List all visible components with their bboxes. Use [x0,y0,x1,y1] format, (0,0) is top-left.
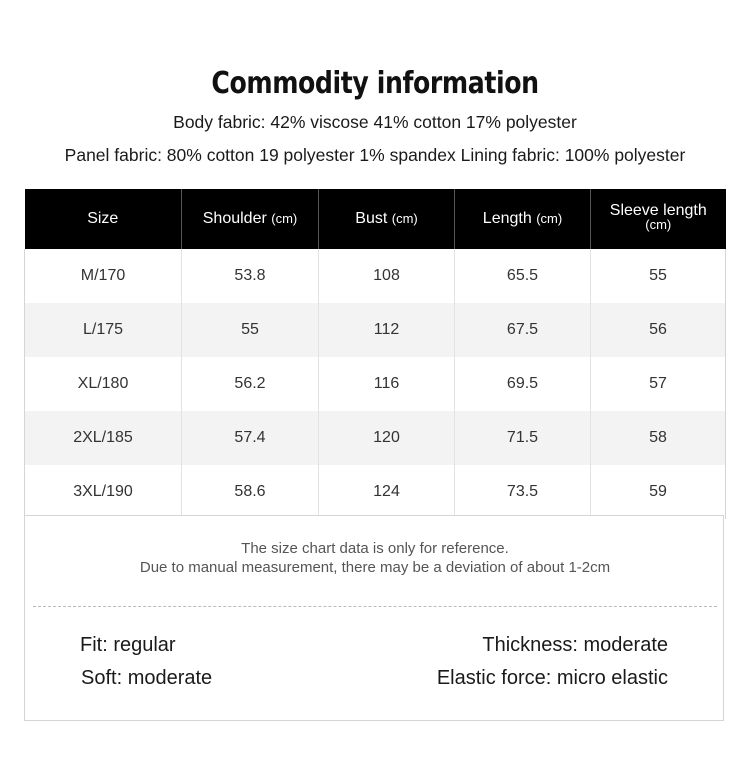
soft-attribute: Soft: moderate [81,667,213,689]
cell-bust: 112 [319,303,455,357]
cell-sleeve-length: 56 [591,303,726,357]
header-shoulder [182,189,319,249]
body-fabric-text: Body fabric: 42% viscose 41% cotton 17% polyester [173,112,577,132]
cell-sleeve-length: 59 [591,465,726,519]
cell-shoulder: 56.2 [182,357,319,411]
header-length [455,189,591,249]
cell-shoulder: 53.8 [182,249,319,303]
size-chart-table [24,189,726,519]
cell-sleeve-length: 58 [591,411,726,465]
cell-shoulder: 57.4 [182,411,319,465]
cell-sleeve-length: 55 [591,249,726,303]
cell-bust: 124 [319,465,455,519]
table-row [25,303,726,357]
cell-size: M/170 [25,249,182,303]
cell-sleeve-length: 57 [591,357,726,411]
cell-length: 73.5 [455,465,591,519]
table-header-row [25,189,726,249]
reference-note: The size chart data is only for reference. [241,540,509,557]
cell-length: 69.5 [455,357,591,411]
cell-length: 67.5 [455,303,591,357]
cell-size: 2XL/185 [25,411,182,465]
cell-bust: 120 [319,411,455,465]
cell-length: 71.5 [455,411,591,465]
cell-length: 65.5 [455,249,591,303]
notes-panel [24,515,724,721]
header-label: Sleeve length [609,202,707,219]
header-label: Bust [355,210,388,227]
table-row [25,249,726,303]
elastic-attribute: Elastic force: micro elastic [436,667,668,689]
cell-shoulder: 55 [182,303,319,357]
header-size [25,189,182,249]
cell-shoulder: 58.6 [182,465,319,519]
header-label: Size [87,210,119,227]
panel-fabric-text: Panel fabric: 80% cotton 19 polyester 1% spandex Lining fabric: 100% polyester [64,145,686,165]
table-row [25,465,726,519]
header-bust [319,189,455,249]
page-title: Commodity information [211,66,539,101]
dotted-divider [33,606,717,607]
header-unit: (cm) [645,217,672,232]
cell-size: XL/180 [25,357,182,411]
cell-size: 3XL/190 [25,465,182,519]
header-unit: (cm) [271,211,298,226]
cell-bust: 116 [319,357,455,411]
table-row [25,357,726,411]
header-sleeve-length [591,189,726,249]
header-unit: (cm) [391,211,418,226]
table-row [25,411,726,465]
cell-bust: 108 [319,249,455,303]
deviation-note: Due to manual measurement, there may be a deviation of about 1-2cm [139,559,611,576]
thickness-attribute: Thickness: moderate [482,634,668,656]
header-label: Shoulder [202,210,267,227]
fit-attribute: Fit: regular [80,634,176,656]
header-unit: (cm) [536,211,563,226]
header-label: Length [482,210,532,227]
cell-size: L/175 [25,303,182,357]
